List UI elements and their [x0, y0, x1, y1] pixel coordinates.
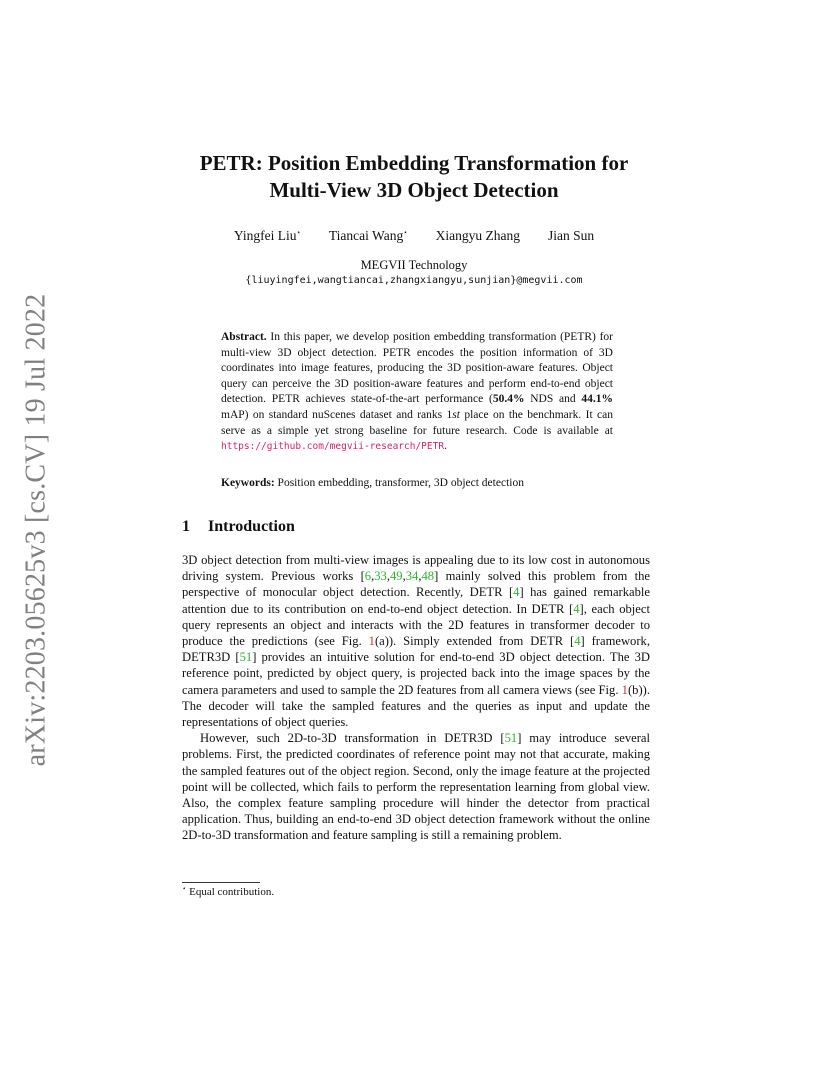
author-2: Tiancai Wang⋆ [328, 228, 408, 243]
arxiv-side-stamp [12, 293, 60, 767]
citation-link[interactable]: 4 [574, 634, 581, 649]
citation-link[interactable]: 4 [573, 601, 580, 616]
title-line-2: Multi-View 3D Object Detection [269, 178, 559, 202]
citation-link[interactable]: 49 [389, 569, 403, 584]
paper-title [0, 150, 828, 204]
nds-value: 50.4% [492, 393, 525, 406]
citation-link[interactable]: 51 [504, 731, 518, 746]
citation-link[interactable]: 33 [374, 569, 387, 584]
citation-link[interactable]: 4 [513, 585, 520, 600]
citation-link[interactable]: 51 [239, 650, 253, 665]
author-3: Xiangyu Zhang [435, 228, 520, 243]
section-title: Introduction [208, 518, 295, 535]
figure-ref-link[interactable]: 1 [621, 682, 628, 697]
section-heading-introduction [182, 518, 295, 536]
abstract: Abstract. In this paper, we develop position embedding transformation (PETR) for multi-view 3D object detection. PETR encodes the position information of 3D coordinates into image features, producing the 3D position-aware features. Object query can perceive the 3D position-aware features and perform end-to-end object detection. PETR achieves state-of-the-art performance (50.4% NDS and 44.1% mAP) on standard nuScenes dataset and ranks 1st place on the benchmark. It can serve as a simple yet strong baseline for future research. Code is available at https://github.com/megvii-research/PETR. [221, 331, 613, 453]
section-number: 1 [182, 518, 190, 535]
citation-link[interactable]: 48 [421, 569, 435, 584]
footnote-text: Equal contribution. [189, 886, 275, 898]
figure-ref-link[interactable]: 1 [368, 634, 375, 649]
map-value: 44.1% [581, 393, 613, 406]
citation-link[interactable]: 34 [405, 569, 419, 584]
paragraph-1: 3D object detection from multi-view images is appealing due to its low cost in autonomous driving system. Previous works [6,33,49,34,48] mainly solved this problem from the perspective of monocular object detection. Recently, DETR [4] has gained remarkable attention due to its contribution on end-to-end object detection. In DETR [4], each object query represents an object and interacts with the 2D features in transformer decoder to produce the predictions (see Fig. 1(a)). Simply extended from DETR [4] framework, DETR3D [51] provides an intuitive solution for end-to-end 3D object detection. The 3D reference point, predicted by object query, is projected back into the image spaces by the camera parameters and used to sample the 2D features from all camera views (see Fig. 1(b)). The decoder will take the sampled features and the queries as input and update the representations of object queries. [182, 553, 650, 730]
abstract-label: Abstract. [221, 331, 267, 343]
keywords-text: Position embedding, transformer, 3D object detection [277, 477, 524, 489]
arxiv-identifier: arXiv:2203.05625v3 [cs.CV] 19 Jul 2022 [20, 293, 51, 767]
footnote-mark: ⋆ [182, 884, 187, 893]
footnote-rule [182, 882, 260, 883]
citation-link[interactable]: 6 [364, 569, 372, 584]
keywords-label: Keywords: [221, 477, 275, 489]
author-1: Yingfei Liu⋆ [233, 228, 301, 243]
paragraph-2: However, such 2D-to-3D transformation in DETR3D [51] may introduce several problems. First, the predicted coordinates of reference point may not that accurate, making the sampled features out of the object region. Second, only the image feature at the projected point will be collected, which fails to perform the representation learning from global view. Also, the complex feature sampling procedure will hinder the detector from practical application. Thus, building an end-to-end 3D object detection framework without the online 2D-to-3D transformation and feature sampling is still a remaining problem. [182, 731, 650, 843]
author-emails: {liuyingfei,wangtiancai,zhangxiangyu,sunjian}@megvii.com [245, 275, 583, 286]
footnote [182, 886, 274, 898]
keywords [221, 476, 613, 491]
author-4: Jian Sun [547, 228, 595, 243]
author-list [0, 228, 828, 244]
title-line-1: PETR: Position Embedding Transformation for [199, 151, 629, 175]
introduction-body [182, 552, 650, 844]
code-link[interactable]: https://github.com/megvii-research/PETR [221, 441, 445, 453]
affiliation: MEGVII Technology [360, 258, 468, 272]
